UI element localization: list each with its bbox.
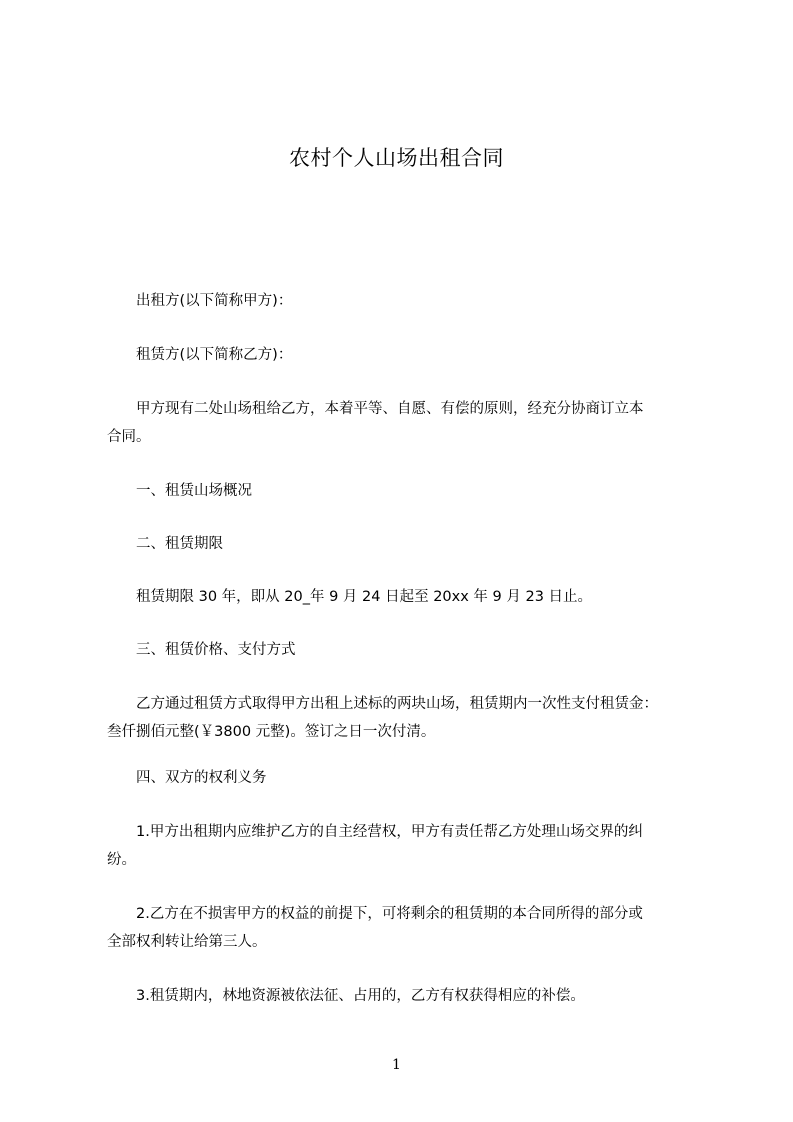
paragraph-lessee [107, 341, 719, 369]
paragraph-line: 3.租赁期内，林地资源被依法征、占用的，乙方有权获得相应的补偿。 [136, 988, 585, 1004]
document-title: 农村个人山场出租合同 [289, 146, 504, 170]
page-number: 1 [392, 1057, 401, 1073]
clause-2 [107, 900, 719, 956]
paragraph-payment [107, 690, 719, 746]
paragraph-intro [107, 395, 719, 451]
paragraph-line: 全部权利转让给第三人。 [107, 934, 267, 950]
section-heading-2 [107, 530, 719, 558]
paragraph-line: 三、租赁价格、支付方式 [136, 642, 296, 658]
paragraph-lessor [107, 287, 719, 315]
paragraph-line: 出租方(以下简称甲方)： [136, 293, 293, 309]
paragraph-line: 叁仟捌佰元整(￥3800 元整)。签订之日一次付清。 [107, 724, 436, 740]
paragraph-line: 纷。 [107, 852, 136, 868]
section-heading-4 [107, 764, 719, 792]
paragraph-line: 1.甲方出租期内应维护乙方的自主经营权，甲方有责任帮乙方处理山场交界的纠 [136, 824, 643, 840]
paragraph-term [107, 583, 719, 611]
paragraph-line: 乙方通过租赁方式取得甲方出租上述标的两块山场，租赁期内一次性支付租赁金： [136, 696, 658, 712]
clause-3 [107, 982, 719, 1010]
section-heading-3 [107, 636, 719, 664]
clause-1 [107, 818, 719, 874]
paragraph-line: 合同。 [107, 429, 151, 445]
paragraph-line: 四、双方的权利义务 [136, 770, 267, 786]
paragraph-line: 租赁方(以下简称乙方)： [136, 347, 293, 363]
paragraph-line: 2.乙方在不损害甲方的权益的前提下，可将剩余的租赁期的本合同所得的部分或 [136, 906, 643, 922]
paragraph-line: 租赁期限 30 年，即从 20_年 9 月 24 日起至 20xx 年 9 月 23 日止。 [136, 589, 593, 605]
paragraph-line: 二、租赁期限 [136, 536, 223, 552]
paragraph-line: 甲方现有二处山场租给乙方，本着平等、自愿、有偿的原则，经充分协商订立本 [136, 401, 644, 417]
paragraph-line: 一、租赁山场概况 [136, 483, 252, 499]
section-heading-1 [107, 477, 719, 505]
